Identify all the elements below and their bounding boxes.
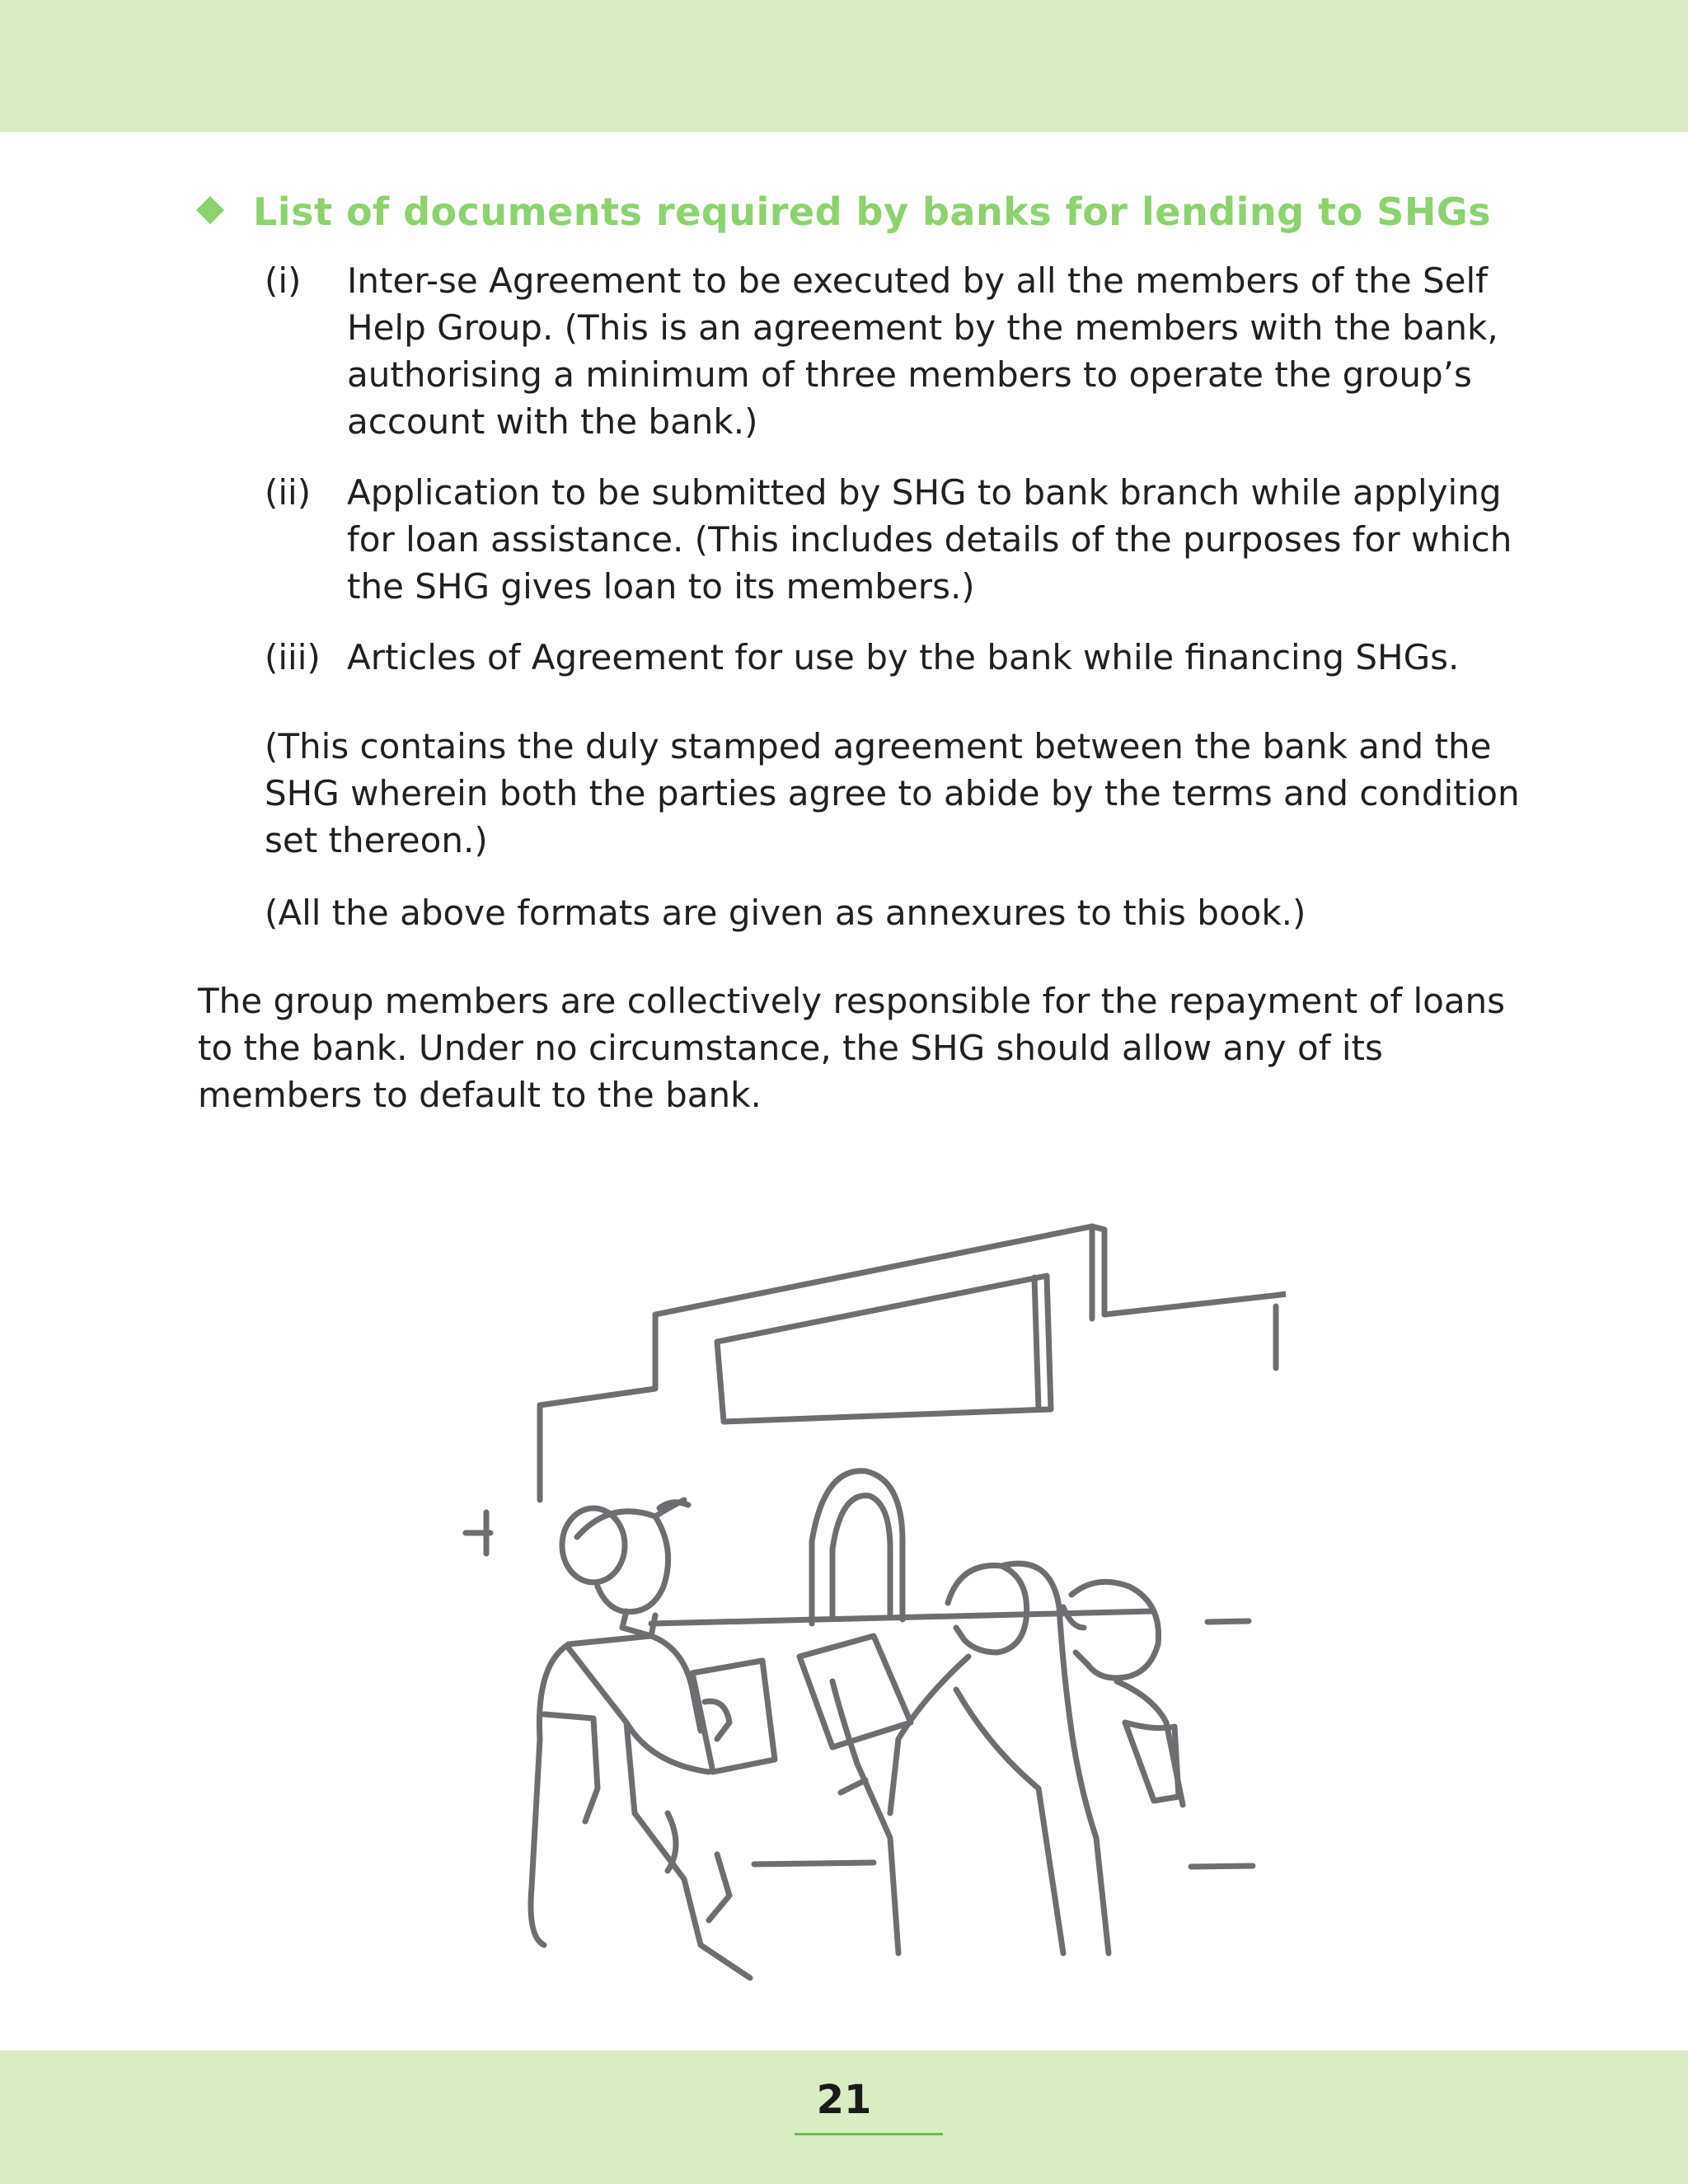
body-paragraph: The group members are collectively responsible for the repayment of loans to the bank. Under no circumstance, the SHG should allow any of its members to default to the bank. (198, 981, 1506, 1115)
annexures-note: (All the above formats are given as annexures to this book.) (265, 893, 1306, 933)
list-item (265, 634, 1534, 681)
bank-building-sketch (466, 1226, 1286, 1867)
woman-in-headscarf-sketch (799, 1563, 1109, 1953)
list-item-text: Inter-se Agreement to be executed by all the members of the Self Help Group. (This is an agreement by the members with the bank, authorising a minimum of three members to operate the group’s account with the bank.) (347, 260, 1498, 442)
list-item-text: Articles of Agreement for use by the bank while financing SHGs. (347, 637, 1460, 677)
diamond-bullet-icon (196, 196, 224, 224)
section-heading (200, 190, 1491, 234)
list-item-number: (ii) (265, 472, 312, 513)
bank-scene-illustration (445, 1212, 1286, 1986)
list-item-text: Application to be submitted by SHG to bank branch while applying for loan assistance. (This includes details of the purposes for which the SHG gives loan to its members.) (347, 472, 1512, 607)
page-number-underline (795, 2133, 943, 2135)
list-item-number: (i) (265, 260, 302, 301)
list-item (265, 257, 1534, 445)
header-band (0, 0, 1688, 132)
page-number: 21 (816, 2077, 872, 2123)
woman-with-document-sketch (531, 1500, 775, 1978)
list-item (265, 469, 1534, 610)
agreement-note: (This contains the duly stamped agreement between the bank and the SHG wherein both the parties agree to abide by the terms and condition set thereon.) (265, 726, 1520, 860)
list-item-number: (iii) (265, 637, 321, 677)
section-heading-text: List of documents required by banks for lending to SHGs (253, 190, 1491, 234)
